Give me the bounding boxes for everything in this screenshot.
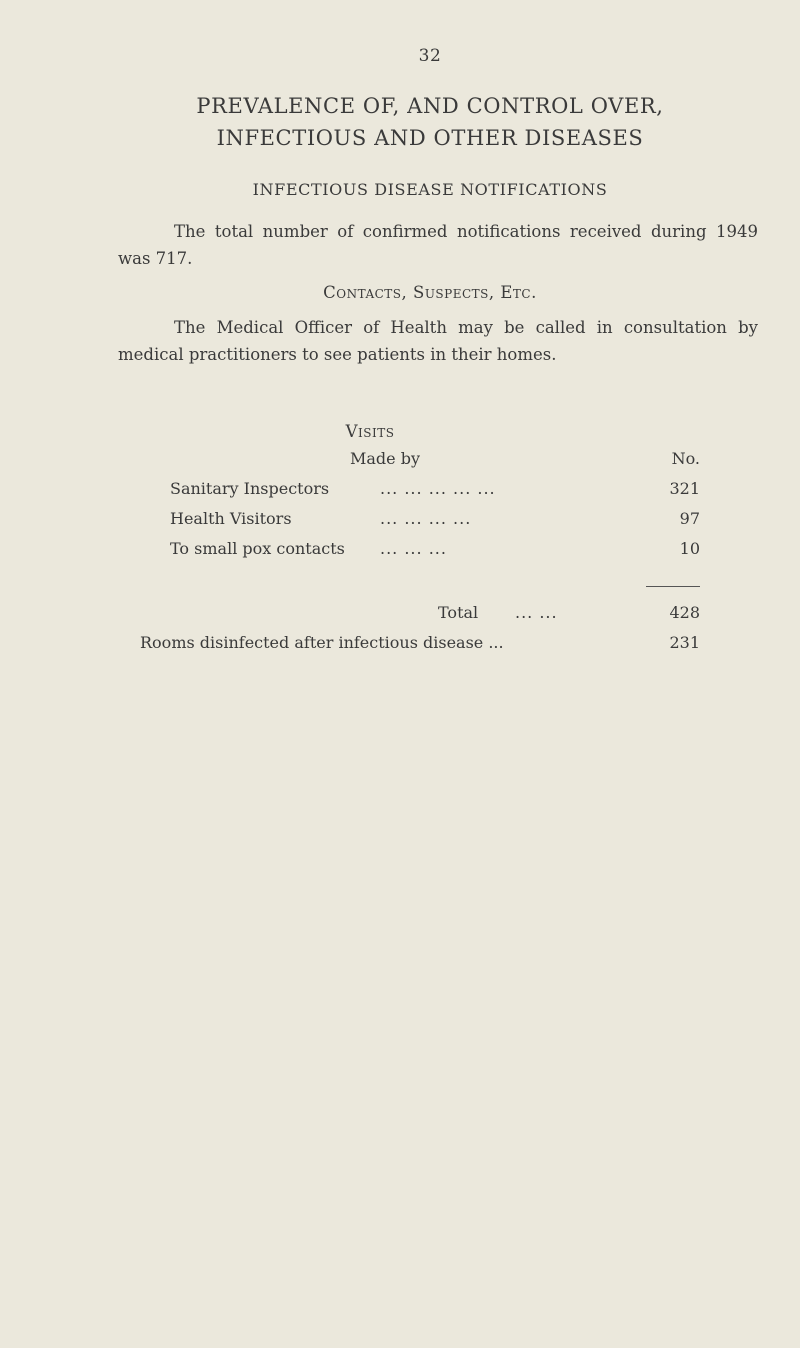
total-value: 428 xyxy=(669,603,700,622)
sum-rule xyxy=(646,586,700,587)
title-line-2: INFECTIOUS AND OTHER DISEASES xyxy=(216,126,644,150)
table-row xyxy=(170,534,700,564)
column-header-made-by: Made by xyxy=(350,449,420,468)
row-label: Sanitary Inspectors xyxy=(170,479,330,498)
table-header-row xyxy=(170,444,700,474)
row-value: 10 xyxy=(679,539,700,558)
row-label: To small pox contacts xyxy=(170,539,345,558)
sum-rule-row xyxy=(170,564,700,598)
leader-dots: ... ... ... ... xyxy=(380,509,472,528)
total-label: Total xyxy=(438,603,479,622)
visits-table xyxy=(140,444,700,658)
table-row xyxy=(170,504,700,534)
contacts-heading: Contacts, Suspects, Etc. xyxy=(323,283,537,302)
column-header-no: No. xyxy=(671,449,700,468)
total-row xyxy=(170,598,700,628)
row-value: 97 xyxy=(679,509,700,528)
leader-dots: ... ... xyxy=(515,603,558,622)
row-label: Health Visitors xyxy=(170,509,292,528)
notifications-paragraph: The total number of confirmed notifications received during 1949 was 717. xyxy=(118,222,758,268)
section-heading-notifications: INFECTIOUS DISEASE NOTIFICATIONS xyxy=(252,180,608,199)
rooms-disinfected-row xyxy=(140,628,700,658)
visits-heading: Visits xyxy=(345,422,395,441)
title-line-1: PREVALENCE OF, AND CONTROL OVER, xyxy=(196,94,664,118)
leader-dots: ... ... ... xyxy=(380,539,447,558)
consultation-paragraph: The Medical Officer of Health may be called in consultation by medical practitioners to see patients in their homes. xyxy=(118,318,758,364)
page-number: 32 xyxy=(418,46,442,66)
table-row xyxy=(170,474,700,504)
row-value: 321 xyxy=(669,479,700,498)
page-title xyxy=(100,90,760,154)
rooms-label: Rooms disinfected after infectious disease ... xyxy=(140,633,504,652)
leader-dots: ... ... ... ... ... xyxy=(380,479,496,498)
rooms-value: 231 xyxy=(669,633,700,652)
